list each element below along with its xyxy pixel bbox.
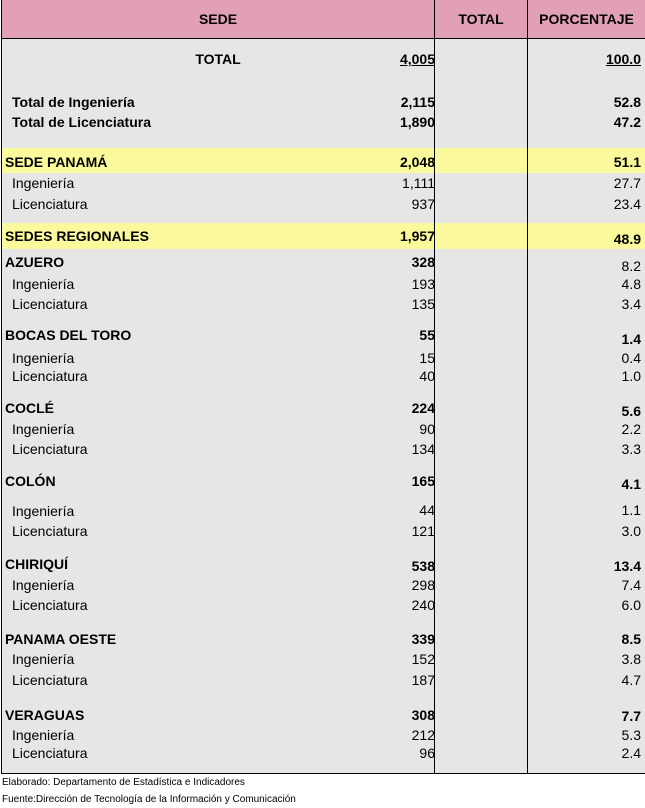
footer-elaborado: Elaborado: Departamento de Estadística e Indicadores [2, 777, 245, 788]
row-pct: 5.6 [621, 403, 641, 419]
row-label: Licenciatura [12, 597, 88, 613]
row-pct: 5.3 [621, 727, 641, 743]
region-name: VERAGUAS [5, 707, 85, 723]
row-total: 165 [411, 473, 435, 489]
row-total: 134 [411, 441, 435, 457]
row-label: Ingeniería [12, 350, 75, 366]
grand-total-label: TOTAL [195, 51, 241, 67]
region-name: CHIRIQUÍ [5, 556, 68, 572]
header-sede: SEDE [198, 11, 238, 27]
row-label: SEDE PANAMÁ [5, 154, 108, 170]
header-total: TOTAL [458, 11, 504, 27]
enrollment-table [1, 0, 645, 773]
row-pct: 7.7 [621, 708, 641, 724]
row-total: 224 [411, 400, 435, 416]
row-label: Ingeniería [12, 421, 75, 437]
row-total: 40 [419, 368, 435, 384]
region-name: BOCAS DEL TORO [5, 327, 132, 343]
row-total: 212 [411, 727, 435, 743]
row-total: 937 [411, 196, 435, 212]
row-label: Licenciatura [12, 745, 88, 761]
header-porcentaje: PORCENTAJE [539, 11, 634, 27]
row-pct: 8.5 [621, 631, 641, 647]
row-pct: 1.0 [621, 368, 641, 384]
row-label: Ingeniería [12, 651, 75, 667]
row-pct: 3.8 [621, 651, 641, 667]
region-name: COCLÉ [5, 400, 54, 416]
row-total: 55 [419, 327, 435, 343]
row-label: Ingeniería [12, 175, 75, 191]
footer-fuente: Fuente:Dirección de Tecnología de la Información y Comunicación [2, 794, 296, 805]
row-total: 2,115 [400, 94, 435, 110]
row-total: 135 [411, 296, 435, 312]
row-pct: 23.4 [613, 196, 641, 212]
row-pct: 3.4 [621, 296, 641, 312]
row-total: 90 [419, 421, 435, 437]
row-pct: 4.7 [621, 672, 641, 688]
row-pct: 47.2 [613, 114, 641, 130]
row-total: 240 [411, 597, 435, 613]
row-pct: 4.1 [621, 476, 641, 492]
row-label: Ingeniería [12, 727, 75, 743]
row-pct: 27.7 [613, 175, 641, 191]
row-label: Ingeniería [12, 577, 75, 593]
row-label: Total de Licenciatura [12, 114, 151, 130]
row-pct: 13.4 [613, 558, 641, 574]
row-pct: 0.4 [621, 350, 641, 366]
row-total: 193 [411, 276, 435, 292]
row-pct: 2.4 [621, 745, 641, 761]
row-label: Ingeniería [12, 276, 75, 292]
row-total: 187 [411, 672, 435, 688]
row-pct: 7.4 [621, 577, 641, 593]
row-total: 121 [411, 523, 435, 539]
row-pct: 48.9 [613, 231, 641, 247]
row-pct: 52.8 [613, 94, 641, 110]
row-total: 15 [419, 350, 435, 366]
row-pct: 1.1 [621, 502, 641, 518]
row-pct: 6.0 [621, 597, 641, 613]
row-label: Licenciatura [12, 441, 88, 457]
region-name: AZUERO [5, 254, 65, 270]
row-pct: 2.2 [621, 421, 641, 437]
row-label: Ingeniería [12, 503, 75, 519]
row-total: 44 [419, 502, 435, 518]
row-total: 1,890 [399, 114, 435, 130]
row-pct: 8.2 [621, 258, 641, 274]
row-label: Total de Ingeniería [12, 94, 135, 110]
row-label: Licenciatura [12, 368, 88, 384]
row-pct: 3.3 [621, 441, 641, 457]
grand-total-pct: 100.0 [605, 51, 641, 67]
row-total: 1,111 [402, 175, 435, 191]
region-name: PANAMA OESTE [5, 631, 117, 647]
table-bottom-border [1, 773, 645, 774]
row-total: 2,048 [399, 154, 435, 170]
row-pct: 51.1 [613, 154, 641, 170]
row-total: 328 [411, 254, 435, 270]
row-label: Licenciatura [12, 296, 88, 312]
row-total: 298 [411, 577, 435, 593]
row-total: 538 [411, 558, 435, 574]
row-pct: 1.4 [621, 331, 641, 347]
region-name: COLÓN [5, 473, 56, 489]
row-label: Licenciatura [12, 523, 88, 539]
row-total: 308 [411, 707, 435, 723]
grand-total-value: 4,005 [399, 51, 435, 67]
row-label: Licenciatura [12, 196, 88, 212]
row-total: 152 [411, 651, 435, 667]
row-pct: 3.0 [621, 523, 641, 539]
row-total: 339 [411, 631, 435, 647]
row-label: Licenciatura [12, 672, 88, 688]
column-divider [527, 0, 528, 773]
row-total: 1,957 [399, 228, 435, 244]
row-label: SEDES REGIONALES [5, 228, 149, 244]
row-total: 96 [419, 745, 435, 761]
row-pct: 4.8 [621, 276, 641, 292]
